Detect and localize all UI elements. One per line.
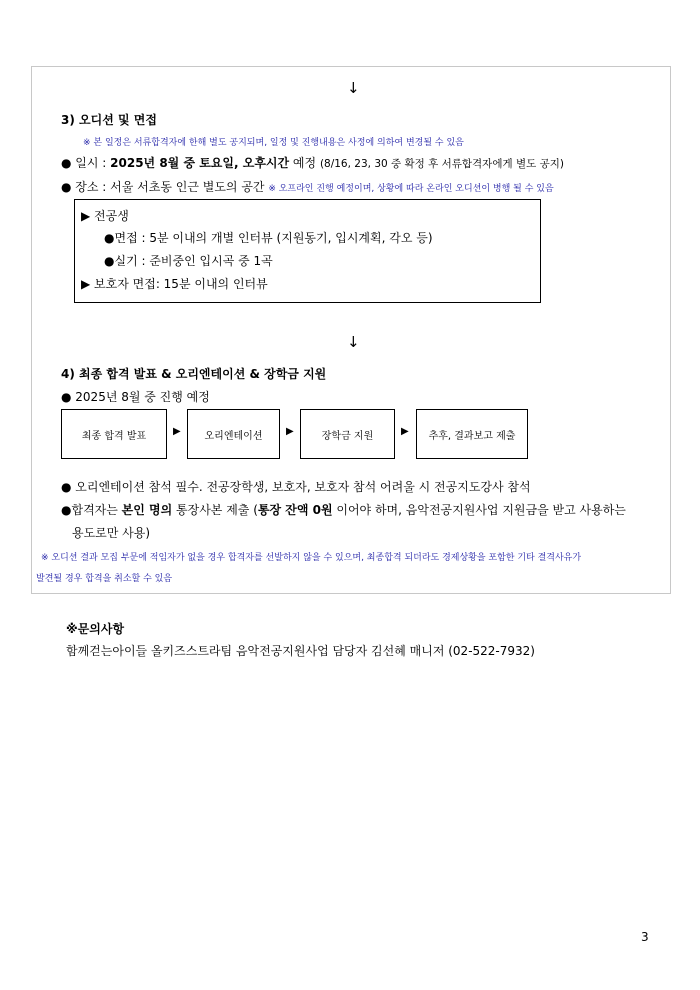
flow-step-4: 추후, 결과보고 제출 <box>416 409 528 459</box>
place-line <box>61 178 554 195</box>
section-3-heading: 3) 오디션 및 면접 <box>61 113 157 127</box>
major-item: ▶ 전공생 <box>81 209 129 223</box>
down-arrow: ↓ <box>347 79 360 97</box>
footnote-1: ※ 오디션 결과 모집 부문에 적임자가 없을 경우 합격자를 선발하지 않을 수 있으며, 최종합격 되더라도 경제상황을 포함한 기타 결격사유가 <box>41 553 582 563</box>
bank-line <box>61 501 626 518</box>
date-line <box>61 154 564 171</box>
bank-text-c: 통장사본 제출 ( <box>172 503 258 517</box>
contact-heading: ※문의사항 <box>66 622 125 636</box>
guardian-item: ▶ 보호자 면접: 15분 이내의 인터뷰 <box>81 277 268 291</box>
bank-bold-balance: 통장 잔액 0원 <box>257 503 333 517</box>
flow-arrow-icon: ▶ <box>286 426 294 437</box>
schedule-line: ● 2025년 8월 중 진행 예정 <box>61 390 210 404</box>
place-note: ※ 오프라인 진행 예정이며, 상황에 따라 온라인 오디션이 병행 될 수 있음 <box>268 184 554 194</box>
bank-text-a: ●합격자는 <box>61 503 122 517</box>
bank-line-2: 용도로만 사용) <box>72 526 151 540</box>
place-text: ● 장소 : 서울 서초동 인근 별도의 공간 <box>61 180 269 194</box>
section-4-heading: 4) 최종 합격 발표 & 오리엔테이션 & 장학금 지원 <box>61 367 327 381</box>
bank-bold-owner: 본인 명의 <box>121 503 173 517</box>
down-arrow-2: ↓ <box>347 333 360 351</box>
schedule-note: ※ 본 일정은 서류합격자에 한해 별도 공지되며, 일정 및 진행내용은 사정에 의하여 변경될 수 있음 <box>83 138 464 148</box>
date-detail: (8/16, 23, 30 중 확정 후 서류합격자에게 별도 공지) <box>319 158 564 170</box>
date-prefix: ● 일시 : <box>61 156 111 170</box>
orientation-line: ● 오리엔테이션 참석 필수. 전공장학생, 보호자, 보호자 참석 어려울 시 전공지도강사 참석 <box>61 480 531 494</box>
flow-step-2: 오리엔테이션 <box>187 409 280 459</box>
flow-arrow-icon: ▶ <box>173 426 181 437</box>
date-bold: 2025년 8월 중 토요일, 오후시간 <box>110 156 290 170</box>
flow-arrow-icon: ▶ <box>401 426 409 437</box>
contact-text: 함께걷는아이들 올키즈스트라팀 음악전공지원사업 담당자 김선혜 매니저 (02-522-7932) <box>66 644 535 658</box>
flow-step-3: 장학금 지원 <box>300 409 395 459</box>
date-suffix: 예정 <box>289 156 320 170</box>
bank-text-e: 이어야 하며, 음악전공지원사업 지원금을 받고 사용하는 <box>332 503 626 517</box>
footnote-2: 발견될 경우 합격을 취소할 수 있음 <box>36 574 173 584</box>
practical-item: ●실기 : 준비중인 입시곡 중 1곡 <box>104 254 273 268</box>
interview-item: ●면접 : 5분 이내의 개별 인터뷰 (지원동기, 입시계획, 각오 등) <box>104 231 433 245</box>
flow-step-1: 최종 합격 발표 <box>61 409 167 459</box>
page-number: 3 <box>641 930 649 944</box>
